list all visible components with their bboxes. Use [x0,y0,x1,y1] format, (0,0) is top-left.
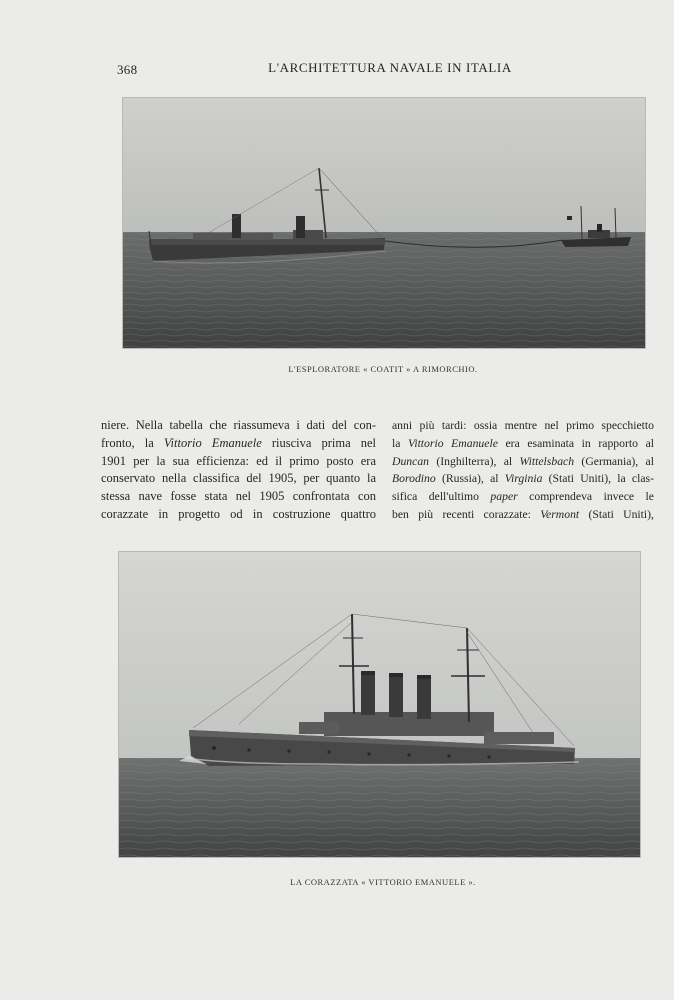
text-line: corazzate in progetto od in costruzione quattro [101,506,376,521]
text-line: Borodino (Russia), al Virginia (Stati Uniti), la clas- [392,472,654,486]
text-line: ben più recenti corazzate: Vermont (Stati Uniti), [392,507,654,521]
text-line: 1901 per la sua efficienza: ed il primo posto era [101,453,376,468]
photo-coatit-towed [123,98,645,348]
text-line: la Vittorio Emanuele era esaminata in rapporto al [392,436,655,450]
text-line: sifica dell'ultimo paper comprendeva invece le [392,490,654,504]
text-line: niere. Nella tabella che riassumeva i dati del con- [101,418,376,432]
text-line: stessa nave fosse stata nel 1905 confrontata con [101,489,376,504]
running-title: L'ARCHITETTURA NAVALE IN ITALIA [268,60,512,75]
page-number: 368 [117,62,138,77]
photo-vittorio-emanuele [119,552,640,857]
text-column-left [101,417,376,524]
photo-caption: L'ESPLORATORE « COATIT » A RIMORCHIO. [288,364,478,374]
text-line: fronto, la Vittorio Emanuele riusciva prima nel [101,435,376,450]
text-line: Duncan (Inghilterra), al Wittelsbach (Germania), al [392,454,654,468]
text-column-right [392,417,654,524]
text-line: conservato nella classifica del 1905, per quanto la [101,471,376,486]
photo-caption: LA CORAZZATA « VITTORIO EMANUELE ». [290,877,476,887]
text-line: anni più tardi: ossia mentre nel primo specchietto [392,419,654,432]
